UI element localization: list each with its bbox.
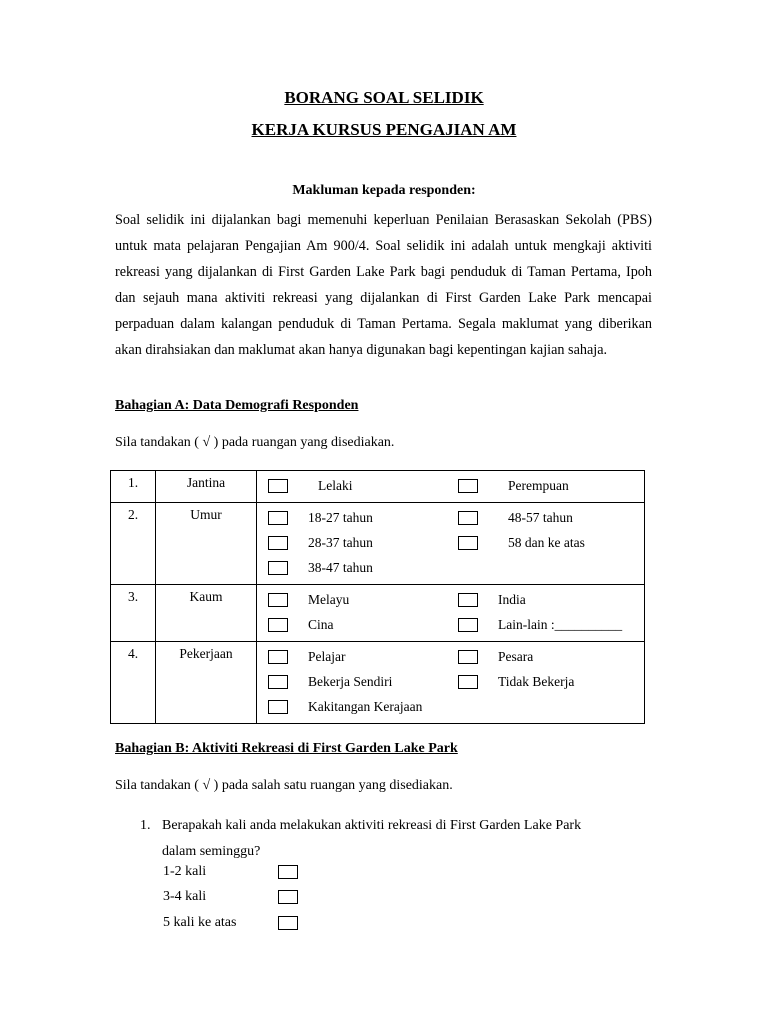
checkbox-48-57[interactable] <box>458 511 478 525</box>
checkbox-perempuan[interactable] <box>458 479 478 493</box>
checkbox-28-37[interactable] <box>268 536 288 550</box>
checkbox-melayu[interactable] <box>268 593 288 607</box>
table-row <box>111 471 645 503</box>
checkbox-38-47[interactable] <box>268 561 288 575</box>
checkbox-lain-lain[interactable] <box>458 618 478 632</box>
option-label: Perempuan <box>508 477 569 493</box>
row-number: 2. <box>111 503 156 585</box>
intro-paragraph: Soal selidik ini dijalankan bagi memenuhi keperluan Penilaian Berasaskan Sekolah (PBS) untuk mata pelajaran Pengajian Am 900/4. Soal selidik ini adalah untuk mengkaji aktiviti rekreasi yang dijalankan di First Garden Lake Park bagi penduduk di Taman Pertama, Ipoh dan sejauh mana aktiviti rekreasi yang dijalankan di First Garden Lake Park mencapai perpaduan dalam kalangan penduduk di Taman Pertama. Segala maklumat yang diberikan akan dirahsiakan dan maklumat akan hanya digunakan bagi kepentingan kajian sahaja. <box>115 212 652 358</box>
option-label: Lain-lain :__________ <box>498 616 623 632</box>
option-label: Bekerja Sendiri <box>308 673 393 689</box>
answer-label: 1-2 kali <box>163 864 207 879</box>
checkbox-pelajar[interactable] <box>268 650 288 664</box>
row-number: 1. <box>111 471 156 503</box>
checkbox-18-27[interactable] <box>268 511 288 525</box>
checkbox-kakitangan-kerajaan[interactable] <box>268 700 288 714</box>
table-row <box>111 585 645 642</box>
form-title: BORANG SOAL SELIDIK <box>284 88 484 107</box>
table-row <box>111 642 645 724</box>
checkbox-lelaki[interactable] <box>268 479 288 493</box>
row-label: Kaum <box>156 585 257 642</box>
checkbox-1-2-kali[interactable] <box>278 865 298 879</box>
row-number: 3. <box>111 585 156 642</box>
checkbox-tidak-bekerja[interactable] <box>458 675 478 689</box>
option-label: Pesara <box>498 648 534 664</box>
section-a-heading: Bahagian A: Data Demografi Responden <box>115 398 359 413</box>
form-subtitle: KERJA KURSUS PENGAJIAN AM <box>251 120 517 139</box>
checkbox-58-above[interactable] <box>458 536 478 550</box>
answer-option <box>163 864 298 880</box>
row-label: Umur <box>156 503 257 585</box>
row-number: 4. <box>111 642 156 724</box>
option-label: 28-37 tahun <box>308 534 373 550</box>
answer-option <box>163 915 298 931</box>
checkbox-cina[interactable] <box>268 618 288 632</box>
checkbox-3-4-kali[interactable] <box>278 890 298 904</box>
section-a-instruction: Sila tandakan ( √ ) pada ruangan yang disediakan. <box>115 435 395 450</box>
option-label: Kakitangan Kerajaan <box>308 698 423 714</box>
checkbox-pesara[interactable] <box>458 650 478 664</box>
option-label: Lelaki <box>318 477 353 493</box>
checkbox-bekerja-sendiri[interactable] <box>268 675 288 689</box>
checkbox-5-kali-ke-atas[interactable] <box>278 916 298 930</box>
info-heading: Makluman kepada responden: <box>292 183 476 198</box>
checkbox-india[interactable] <box>458 593 478 607</box>
section-b-instruction: Sila tandakan ( √ ) pada salah satu ruangan yang disediakan. <box>115 778 453 793</box>
table-row <box>111 503 645 585</box>
row-label: Jantina <box>156 471 257 503</box>
option-label: 18-27 tahun <box>308 509 373 525</box>
option-label: India <box>498 591 526 607</box>
option-label: Pelajar <box>308 648 346 664</box>
question-number: 1. <box>140 818 151 833</box>
question-text-continued: dalam seminggu? <box>162 844 261 859</box>
question-1 <box>140 813 581 865</box>
option-label: 38-47 tahun <box>308 559 373 575</box>
option-label: Tidak Bekerja <box>498 673 575 689</box>
option-label: 58 dan ke atas <box>508 534 585 550</box>
answer-label: 5 kali ke atas <box>163 915 237 930</box>
option-label: Melayu <box>308 591 350 607</box>
option-label: Cina <box>308 616 334 632</box>
answer-option <box>163 889 298 905</box>
question-text: Berapakah kali anda melakukan aktiviti rekreasi di First Garden Lake Park <box>162 818 582 833</box>
section-b-heading: Bahagian B: Aktiviti Rekreasi di First Garden Lake Park <box>115 741 458 756</box>
row-label: Pekerjaan <box>156 642 257 724</box>
answer-label: 3-4 kali <box>163 889 207 904</box>
demographic-table <box>110 470 645 724</box>
option-label: 48-57 tahun <box>508 509 573 525</box>
